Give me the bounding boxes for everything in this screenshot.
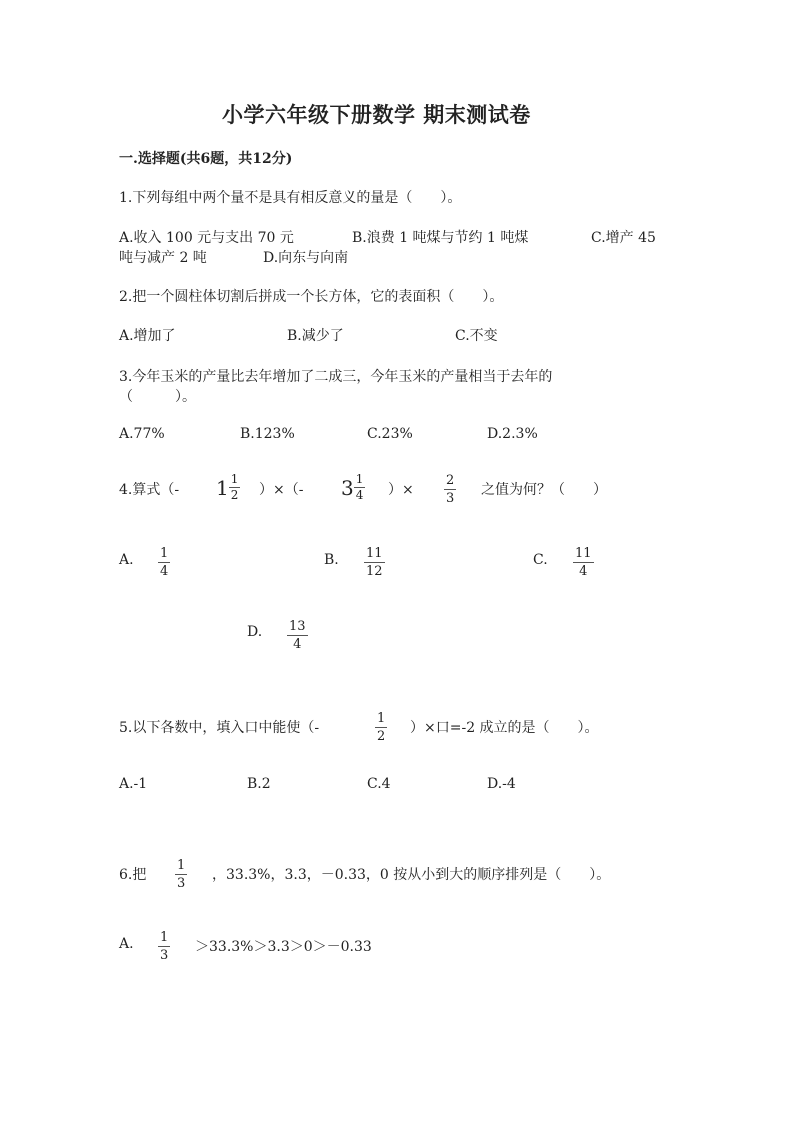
question-4-option-d-fraction: 13 4 [289,619,306,652]
mixed-whole: 1 [216,475,229,500]
question-2-option-b: B.减少了 [287,328,344,344]
question-6-option-a-text: ＞33.3%＞3.3＞0＞－0.33 [195,939,372,955]
question-6-fraction: 1 3 [177,858,186,891]
question-3-stem: 3.今年玉米的产量比去年增加了二成三，今年玉米的产量相当于去年的 [119,369,553,385]
question-4-mixed-number-2 [341,473,365,502]
question-3-option-d: D.2.3% [487,426,538,442]
question-1-stem: 1.下列每组中两个量不是具有相反意义的量是（ ）。 [119,190,462,206]
question-4-option-b-label: B. [324,552,339,568]
question-1-option-a: A.收入 100 元与支出 70 元 [119,230,294,246]
question-2-option-a: A.增加了 [119,328,176,344]
section-heading: 一.选择题(共6题，共12分) [119,151,293,167]
question-4-option-a-fraction: 1 4 [160,546,169,579]
fraction: $\frac{1}{4}$ [355,472,364,502]
question-5-part2: ）×口=-2 成立的是（ ）。 [410,720,599,736]
question-4-fraction: 2 3 [446,473,455,506]
question-4-part4: 之值为何？（ ） [481,482,607,498]
page-title: 小学六年级下册数学 期末测试卷 [222,102,531,127]
question-4-mixed-number-1 [216,473,240,502]
question-1-option-c-cont: 吨与减产 2 吨 [119,250,207,266]
question-6-option-a-label: A. [119,936,134,952]
question-4-option-a-label: A. [119,552,134,568]
question-2-option-c: C.不变 [455,328,498,344]
question-4-part2: ）×（- [259,482,304,498]
question-5-part1: 5.以下各数中，填入口中能使（- [119,720,320,736]
question-3-option-a: A.77% [119,426,165,442]
question-1-option-c: C.增产 45 [591,230,656,246]
question-4-option-c-label: C. [533,552,548,568]
question-5-option-c: C.4 [367,776,391,792]
mixed-whole: 3 [341,475,354,500]
question-4-option-d-label: D. [247,624,263,640]
question-5-option-a: A.-1 [119,776,148,792]
question-2-stem: 2.把一个圆柱体切割后拼成一个长方体，它的表面积（ ）。 [119,289,504,305]
question-5-option-d: D.-4 [487,776,516,792]
fraction: $\frac{1}{2}$ [230,472,239,502]
question-1-option-d: D.向东与向南 [263,250,349,266]
question-4-option-b-fraction: 11 12 [366,546,383,579]
question-6-part2: ，33.3%，3.3，－0.33，0 按从小到大的顺序排列是（ ）。 [212,867,611,883]
question-5-option-b: B.2 [247,776,271,792]
question-3-option-c: C.23% [367,426,413,442]
question-1-option-b: B.浪费 1 吨煤与节约 1 吨煤 [352,230,529,246]
question-6-part1: 6.把 [119,867,147,883]
question-3-stem-cont: （ ）。 [119,389,196,405]
question-4-part3: ）× [388,482,414,498]
question-4-option-c-fraction: 11 4 [575,546,592,579]
question-6-option-a-fraction: 1 3 [160,930,169,963]
question-4-part1: 4.算式（- [119,482,180,498]
question-5-fraction: 1 2 [377,711,386,744]
question-3-option-b: B.123% [240,426,295,442]
